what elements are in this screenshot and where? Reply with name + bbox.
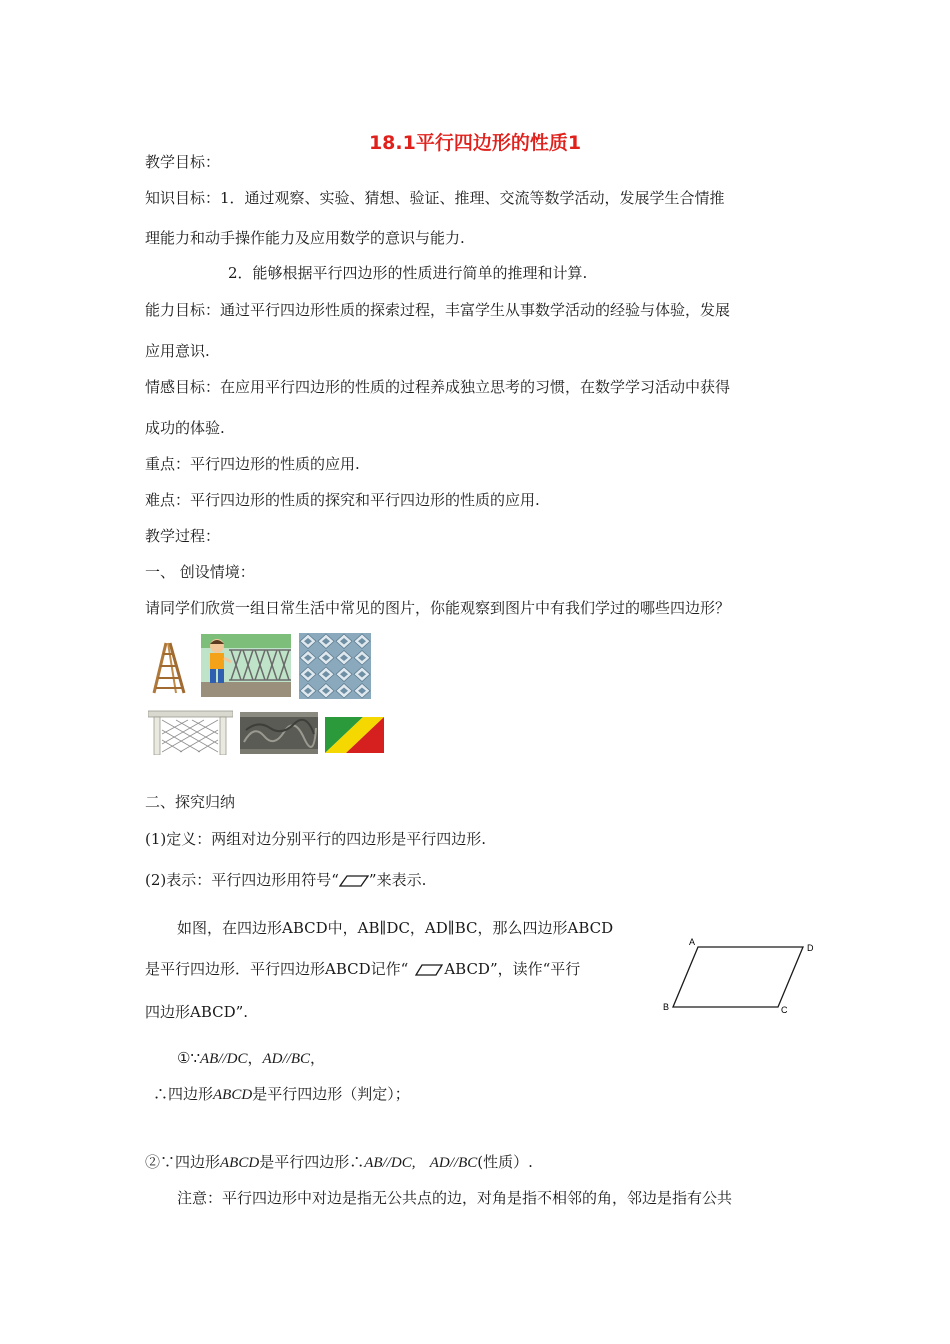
knowledge-goal-1-line-a: 知识目标：1．通过观察、实验、猜想、验证、推理、交流等数学活动，发展学生合情推 (145, 189, 725, 207)
knowledge-goal-1-line-b: 理能力和动手操作能力及应用数学的意识与能力. (145, 229, 465, 247)
premise-1-end: ， (310, 1049, 326, 1067)
property-2-lead: ②∵四边形 (145, 1153, 221, 1171)
ability-goal-line-a: 能力目标：通过平行四边形性质的探索过程，丰富学生从事数学活动的经验与体验，发展 (145, 301, 731, 319)
ability-goal-line-b: 应用意识. (145, 342, 210, 360)
page-title: 18.1平行四边形的性质1 (368, 132, 582, 154)
property-2 (145, 1152, 533, 1173)
premise-1-lead: ①∵ (177, 1049, 200, 1067)
premise-1 (177, 1048, 325, 1069)
vertex-label-c: C (781, 1005, 788, 1015)
parallelogram-figure (660, 935, 820, 1015)
note-line: 注意：平行四边形中对边是指无公共点的边，对角是指不相邻的角，邻边是指有公共 (177, 1189, 733, 1207)
premise-1-sep: ， (247, 1049, 263, 1067)
premise-1-math-2: AD//BC (262, 1051, 311, 1067)
section-2-heading: 二、探究归纳 (145, 793, 236, 811)
conclusion-1-lead: ∴四边形 (153, 1085, 214, 1103)
ladder-image (150, 640, 188, 696)
tile-pattern-image (299, 633, 371, 699)
example-text-2a: 是平行四边形．平行四边形ABCD记作“ (145, 960, 409, 978)
premise-1-math-1: AB//DC (200, 1051, 248, 1067)
property-2-end: (性质）. (477, 1153, 533, 1171)
notation-line (145, 870, 426, 890)
vertex-label-a: A (689, 937, 696, 947)
property-2-math-2: AB//DC, (364, 1155, 416, 1171)
conclusion-1-math: ABCD (213, 1087, 253, 1103)
process-heading: 教学过程： (145, 527, 221, 545)
notation-text-b: ”来表示. (368, 871, 427, 889)
parallelogram-shape (673, 947, 803, 1007)
notation-text-a: (2)表示：平行四边形用符号“ (145, 871, 339, 889)
example-line-3: 四边形ABCD”. (145, 1003, 249, 1021)
emotion-goal-line-a: 情感目标：在应用平行四边形的性质的过程养成独立思考的习惯，在数学学习活动中获得 (145, 378, 731, 396)
example-text-2b: ABCD”，读作“平行 (444, 960, 581, 978)
goals-heading: 教学目标： (145, 153, 221, 171)
stone-relief-image (240, 712, 318, 754)
folding-gate-image (201, 634, 291, 697)
key-point: 重点：平行四边形的性质的应用. (145, 455, 360, 473)
example-line-1: 如图，在四边形ABCD中，AB∥DC，AD∥BC，那么四边形ABCD (177, 919, 614, 937)
emotion-goal-line-b: 成功的体验. (145, 419, 225, 437)
flag-image (325, 717, 384, 753)
vertex-label-b: B (663, 1002, 670, 1012)
property-2-math-3: AD//BC (429, 1155, 478, 1171)
definition: (1)定义：两组对边分别平行的四边形是平行四边形. (145, 830, 487, 848)
parallelogram-symbol-icon (408, 963, 444, 977)
section-1-text: 请同学们欣赏一组日常生活中常见的图片，你能观察到图片中有我们学过的哪些四边形？ (145, 599, 731, 617)
property-2-mid: 是平行四边形∴ (259, 1153, 365, 1171)
conclusion-1-end: 是平行四边形（判定）； (252, 1085, 410, 1103)
conclusion-1 (153, 1084, 410, 1105)
section-1-heading: 一、 创设情境： (145, 563, 255, 581)
railing-image (148, 710, 233, 755)
difficulty: 难点：平行四边形的性质的探究和平行四边形的性质的应用. (145, 491, 540, 509)
example-line-2 (145, 959, 580, 979)
property-2-math-1: ABCD (220, 1155, 260, 1171)
vertex-label-d: D (807, 943, 814, 953)
knowledge-goal-2: 2．能够根据平行四边形的性质进行简单的推理和计算. (228, 264, 588, 282)
parallelogram-symbol-icon (339, 874, 369, 888)
